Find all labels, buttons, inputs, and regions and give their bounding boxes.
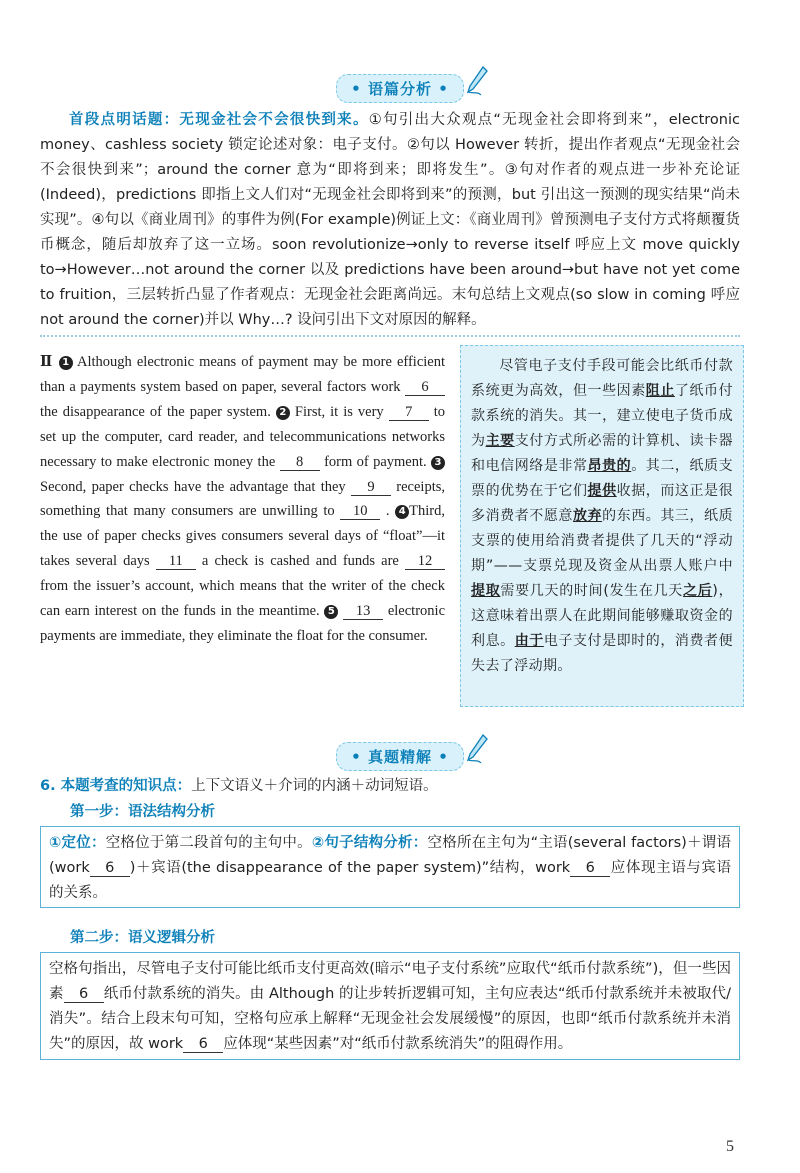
translation-key-word: 放弃 (572, 508, 603, 524)
blank-6-ref: 6 (64, 986, 104, 1003)
passage-sentence-4a: Third, the use of paper checks gives consumers several days of “float”—it takes several days (40, 503, 446, 570)
passage-sentence-4c: from the issuer’s account, which means that the writer of the check can earn interest on the funds in the meantime. (40, 578, 445, 620)
translation-text: 尽管电子支付手段可能会比纸币付款系统更为高效，但一些因素 (471, 358, 733, 399)
blank-7[interactable]: 7 (389, 404, 429, 421)
passage-sentence-2c: form of payment. (324, 453, 427, 470)
translation-key-word: 阻止 (645, 383, 675, 399)
translation-key-word: 之后 (683, 583, 713, 599)
blank-8[interactable]: 8 (280, 454, 320, 471)
blank-6[interactable]: 6 (405, 379, 445, 396)
passage-sentence-3a: Second, paper checks have the advantage that they (40, 478, 346, 495)
sentence-number-3: 3 (431, 456, 445, 470)
blank-13[interactable]: 13 (343, 603, 383, 620)
blank-10[interactable]: 10 (340, 503, 380, 520)
translation-text: 的东西。其三，纸质支票的使用给消费者提供了几天的“浮动期”——支票兑现及资金从出票人账户中 (471, 508, 733, 574)
translation-text: 电子支付是即时的，消费者便失去了浮动期。 (471, 633, 734, 674)
sentence-number-1: 1 (59, 356, 73, 370)
section-pill: • 语篇分析 • (336, 74, 464, 103)
step2-box (40, 952, 740, 1060)
passage-paragraph (40, 350, 445, 649)
analysis-paragraph (40, 108, 740, 333)
translation-text: 。其二，纸质支票的优势在于它们 (471, 458, 734, 499)
passage-sentence-2b: to set up the computer, card reader, and telecommunications networks necessary to make electronic money the (40, 403, 446, 470)
question-text: 上下文语义＋介词的内涵＋动词短语。 (191, 778, 438, 794)
section-title: 真题精解 (367, 748, 432, 766)
translation-key-word: 提取 (471, 583, 501, 599)
step2-text: 空格句指出，尽管电子支付可能比纸币支付更高效(暗示“电子支付系统”应取代“纸币付款系统”)，但一些因素 (49, 961, 731, 1002)
analysis-text: ①句引出大众观点“无现金社会即将到来”，electronic money、cashless society 锁定论述对象：电子支付。②句以 However 转折，提出作者观点“无现金社会不会很快到来”；around the corner 意为“即将到来；即将发生”。③句对作者的观点进一步补充论证(Indeed)，predictions 即指上文人们对“无现金社会即将到来”的预测，but 引出这一预测的现实结果“尚未实现”。④句以《商业周刊》的事件为例(For example)例证上文：《商业周刊》曾预测电子支付方式将颠覆货币概念，随后却放弃了这一立场。soon revolutionize→only to reverse itself 呼应上文 move quickly to→However…not around the corner 以及 predictions have been around→but have not yet come to fruition，三层转折凸显了作者观点：无现金社会距离尚远。末句总结上文观点(so slow in coming 呼应 not around the corner)并以 Why…? 设问引出下文对原因的解释。 (40, 112, 740, 328)
step1-title: 第一步：语法结构分析 (70, 804, 215, 820)
dotted-divider (40, 335, 740, 337)
section-pill: • 真题精解 • (336, 742, 464, 771)
blank-11[interactable]: 11 (156, 553, 196, 570)
translation-key-word: 主要 (485, 433, 515, 449)
blank-6-ref: 6 (183, 1036, 223, 1053)
translation-key-word: 由于 (514, 633, 544, 649)
passage-sentence-2a: First, it is very (294, 403, 384, 420)
passage-sentence-1a: Although electronic means of payment may be more efficient than a payments system based on paper, several factors work (40, 354, 446, 395)
locate-tag: ①定位： (49, 835, 106, 851)
structure-tag: ②句子结构分析： (311, 835, 428, 851)
passage-sentence-3b: receipts, something that many consumers are unwilling to (40, 478, 446, 520)
passage-sentence-3c: . (385, 503, 390, 520)
step1-text: 应体现主语与宾语的关系。 (49, 860, 732, 901)
step1-text: 空格位于第二段首句的主句中。 (105, 835, 312, 851)
pen-icon (465, 65, 489, 97)
step1-text: )＋宾语(the disappearance of the paper system)”结构，work (129, 860, 571, 876)
translation-text: )，这意味着出票人在此期间能够赚取资金的利息。 (471, 583, 733, 649)
section-header-solution (0, 742, 800, 771)
translation-text: 了纸币付款系统的消失。其一，建立使电子货币成为 (471, 383, 733, 449)
section-header-analysis (0, 74, 800, 103)
translation-text: 支付方式所必需的计算机、读卡器和电信网络是非常 (471, 433, 734, 474)
blank-6-ref: 6 (90, 860, 130, 877)
translation-text: 收据，而这正是很多消费者不愿意 (471, 483, 734, 524)
translation-key-word: 提供 (587, 483, 617, 499)
passage-sentence-5: electronic payments are immediate, they eliminate the float for the consumer. (40, 603, 446, 644)
pen-icon (465, 733, 489, 765)
step2-title: 第二步：语义逻辑分析 (70, 930, 215, 946)
page-number: 5 (726, 1138, 734, 1155)
translation-key-word: 昂贵的 (587, 458, 632, 474)
question-label: 6. 本题考查的知识点： (40, 778, 192, 794)
sentence-number-2: 2 (276, 406, 290, 420)
blank-12[interactable]: 12 (405, 553, 445, 570)
translation-text: 需要几天的时间(发生在几天 (500, 583, 683, 599)
sentence-number-5: 5 (324, 605, 338, 619)
step2-text: 应体现“某些因素”对“纸币付款系统消失”的阻碍作用。 (223, 1036, 573, 1052)
step1-text: 空格所在主句为“主语(several factors)＋谓语(work (49, 835, 731, 876)
translation-box (460, 345, 744, 707)
blank-6-ref: 6 (570, 860, 610, 877)
analysis-lead: 首段点明话题：无现金社会不会很快到来。 (69, 112, 369, 128)
blank-9[interactable]: 9 (351, 479, 391, 496)
paragraph-mark: Ⅱ (40, 354, 54, 370)
passage-sentence-4b: a check is cashed and funds are (201, 553, 399, 570)
step2-text: 纸币付款系统的消失。由 Although 的让步转折逻辑可知，主句应表达“纸币付款系统并未被取代/消失”。结合上段末句可知，空格句应承上解释“无现金社会发展缓慢”的原因，也即“纸币付款系统并未消失”的原因，故 work (49, 986, 732, 1052)
passage-sentence-1b: the disappearance of the paper system. (40, 403, 271, 420)
section-title: 语篇分析 (367, 80, 432, 98)
step1-box (40, 826, 740, 908)
question-title (40, 775, 438, 797)
sentence-number-4: 4 (395, 505, 409, 519)
